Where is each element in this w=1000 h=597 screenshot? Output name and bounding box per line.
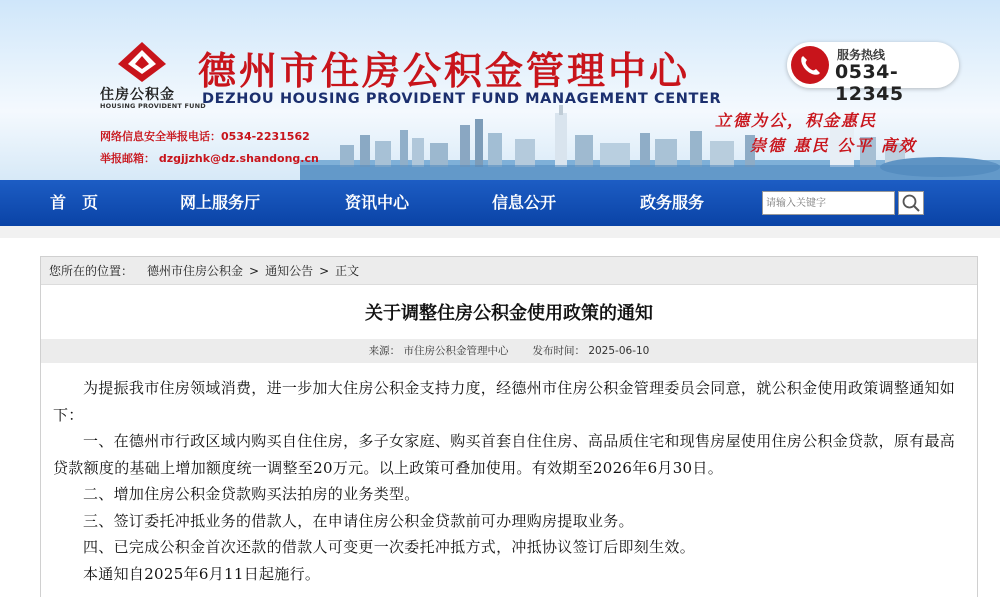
site-subtitle: DEZHOU HOUSING PROVIDENT FUND MANAGEMENT CENTER	[202, 91, 722, 107]
breadcrumb-link-home[interactable]: 德州市住房公积金	[147, 264, 244, 278]
article-title: 关于调整住房公积金使用政策的通知	[365, 303, 653, 324]
logo-name: 住房公积金	[100, 87, 175, 103]
provident-fund-logo-icon	[116, 40, 168, 84]
breadcrumb-prefix: 您所在的位置：	[49, 264, 134, 278]
nav-item-online-service[interactable]: 网上服务厅	[180, 193, 261, 212]
breadcrumb	[41, 257, 977, 285]
slogan-line-1: 立德为公，积金惠民	[715, 111, 878, 130]
article-paragraph: 为提振我市住房领域消费，进一步加大住房公积金支持力度，经德州市住房公积金管理委员会同意，就公积金使用政策调整通知如下：	[53, 379, 956, 424]
report-email-text: 举报邮箱： dzgjjzhk@dz.shandong.cn	[100, 152, 319, 165]
search-button[interactable]	[898, 191, 924, 215]
hotline-number: 0534-12345	[835, 61, 904, 105]
article-paragraph: 二、增加住房公积金贷款购买法拍房的业务类型。	[83, 485, 420, 503]
nav-item-info-disclosure[interactable]: 信息公开	[492, 193, 557, 212]
phone-icon	[791, 46, 829, 84]
report-phone-text: 网络信息安全举报电话：0534-2231562	[100, 130, 310, 143]
article-paragraph: 四、已完成公积金首次还款的借款人可变更一次委托冲抵方式，冲抵协议签订后即刻生效。	[83, 538, 696, 556]
header-banner	[0, 0, 1000, 180]
site-title: 德州市住房公积金管理中心	[198, 49, 691, 93]
breadcrumb-current: 正文	[335, 264, 360, 278]
article-paragraph: 本通知自2025年6月11日起施行。	[83, 564, 321, 583]
nav-item-government-services[interactable]: 政务服务	[640, 193, 705, 212]
search-input[interactable]	[762, 191, 895, 215]
breadcrumb-separator: >	[249, 264, 260, 278]
article-paragraph: 三、签订委托冲抵业务的借款人，在申请住房公积金贷款前可办理购房提取业务。	[83, 511, 634, 530]
article-panel	[40, 256, 978, 597]
article-meta	[41, 339, 977, 363]
breadcrumb-link-notices[interactable]: 通知公告	[265, 264, 314, 278]
breadcrumb-separator: >	[319, 264, 330, 278]
nav-item-home[interactable]: 首 页	[50, 193, 99, 212]
hotline-label: 服务热线	[837, 48, 886, 62]
nav-shadow-band	[0, 226, 1000, 238]
article-paragraph: 一、在德州市行政区域内购买自住住房，多子女家庭、购买首套自住住房、高品质住宅和现售房屋使用住房公积金贷款，原有最高贷款额度的基础上增加额度统一调整至20万元。以上政策可叠加使用。有效期至2026年6月30日。	[53, 432, 956, 477]
slogan-line-2: 崇德 惠民 公平 高效	[750, 136, 917, 155]
article-source: 来源： 市住房公积金管理中心	[368, 345, 509, 357]
article-body	[53, 375, 965, 587]
service-hotline-badge	[787, 42, 959, 105]
logo-english-name: HOUSING PROVIDENT FUND	[100, 102, 206, 110]
article-publish-date: 发布时间： 2025-06-10	[532, 345, 650, 357]
magnifier-icon	[899, 192, 923, 214]
nav-item-news-center[interactable]: 资讯中心	[345, 193, 410, 212]
